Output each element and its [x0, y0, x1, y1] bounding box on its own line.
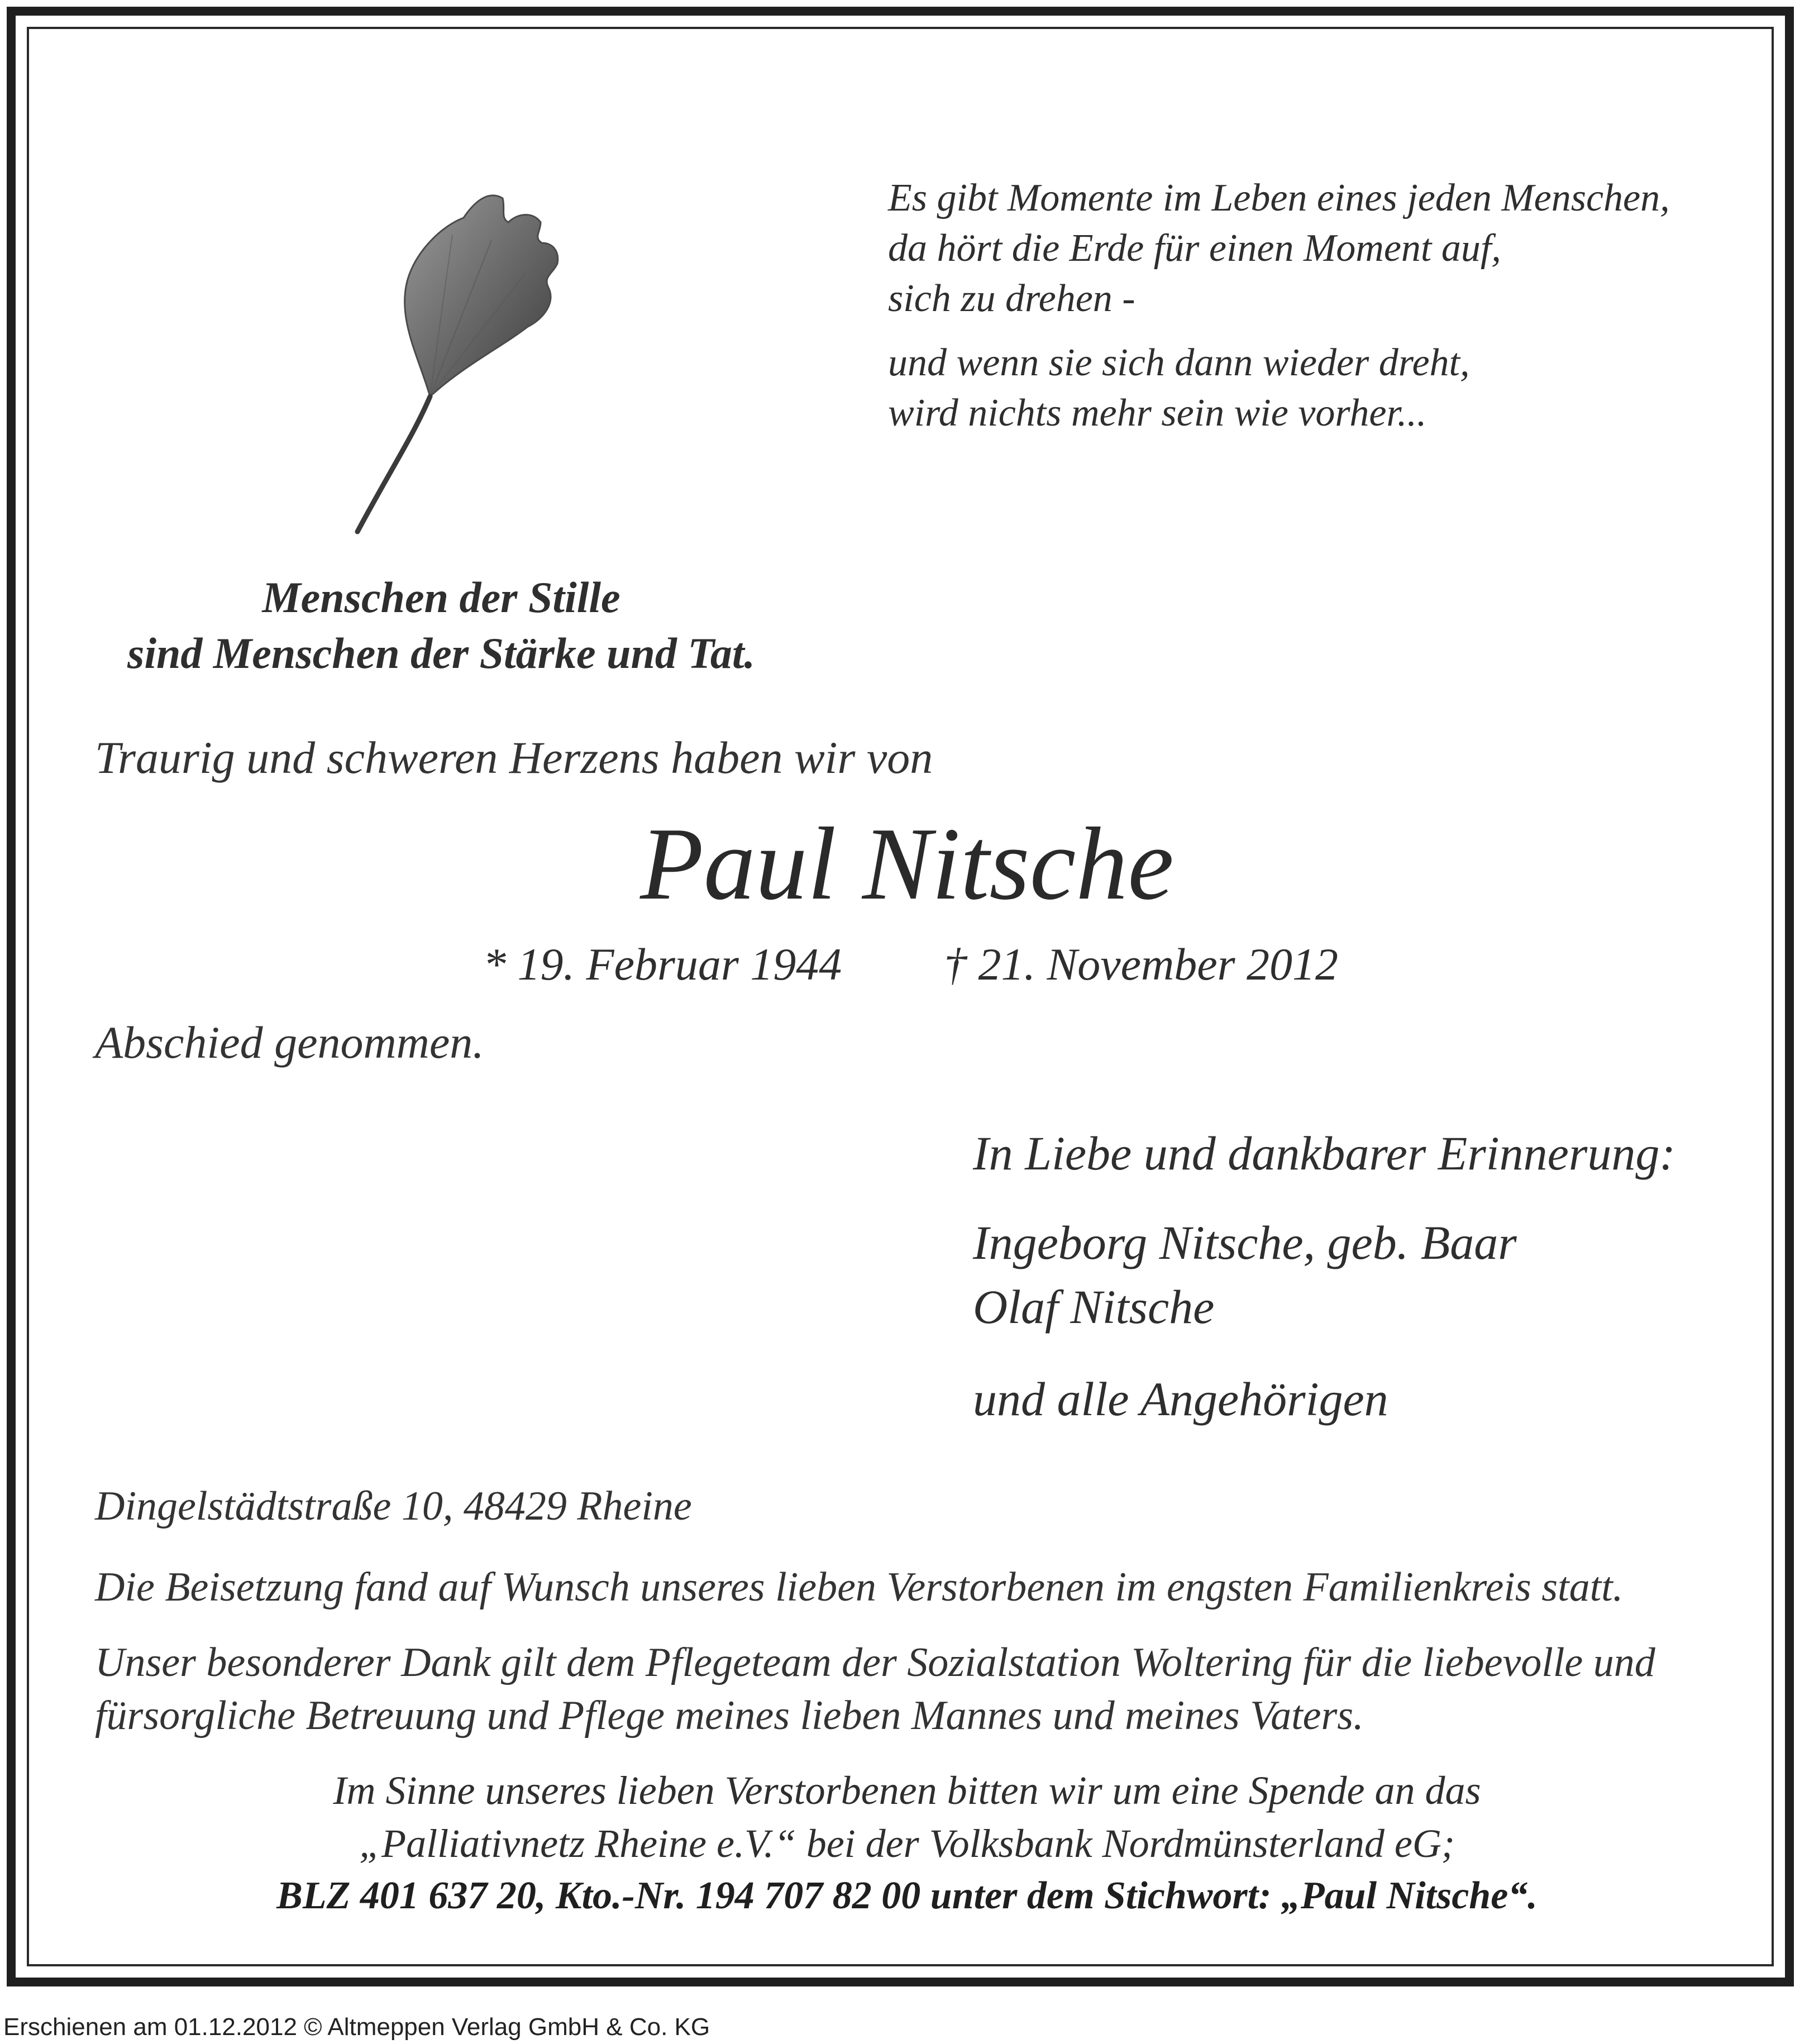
- birth-date: * 19. Februar 1944: [483, 939, 842, 990]
- poem-line-4: und wenn sie sich dann wieder dreht,: [888, 341, 1470, 384]
- poem-line-5: wird nichts mehr sein wie vorher...: [888, 391, 1427, 434]
- motto-line-2: sind Menschen der Stärke und Tat.: [127, 629, 756, 677]
- mourner-name: Olaf Nitsche: [973, 1280, 1215, 1334]
- mourners-heading: In Liebe und dankbarer Erinnerung:: [973, 1126, 1675, 1180]
- farewell-text: Abschied genommen.: [95, 1017, 484, 1068]
- donation-line-2: „Palliativnetz Rheine e.V.“ bei der Volksbank Nordmünsterland eG;: [359, 1821, 1455, 1866]
- death-date: † 21. November 2012: [944, 939, 1339, 990]
- thanks-line-1: Unser besonderer Dank gilt dem Pflegeteam der Sozialstation Woltering für die liebevolle und: [95, 1640, 1655, 1685]
- poem-line-2: da hört die Erde für einen Moment auf,: [888, 227, 1501, 270]
- poem-line-1: Es gibt Momente im Leben eines jeden Menschen,: [888, 176, 1670, 219]
- publication-footer: Erschienen am 01.12.2012 © Altmeppen Verlag GmbH & Co. KG: [3, 2013, 710, 2041]
- mourners-others: und alle Angehörigen: [973, 1372, 1388, 1426]
- address: Dingelstädtstraße 10, 48429 Rheine: [95, 1483, 692, 1529]
- bank-details: BLZ 401 637 20, Kto.-Nr. 194 707 82 00 unter dem Stichwort: „Paul Nitsche“.: [276, 1874, 1538, 1917]
- motto-line-1: Menschen der Stille: [262, 573, 620, 622]
- deceased-name: Paul Nitsche: [640, 806, 1174, 921]
- ginkgo-leaf-icon: [335, 134, 570, 542]
- donation-line-1: Im Sinne unseres lieben Verstorbenen bitten wir um eine Spende an das: [333, 1768, 1481, 1813]
- announcement-intro: Traurig und schweren Herzens haben wir von: [95, 732, 933, 783]
- poem-line-3: sich zu drehen -: [888, 277, 1135, 320]
- thanks-line-2: fürsorgliche Betreuung und Pflege meines lieben Mannes und meines Vaters.: [95, 1693, 1364, 1739]
- burial-note: Die Beisetzung fand auf Wunsch unseres lieben Verstorbenen im engsten Familienkreis statt.: [95, 1564, 1624, 1610]
- mourner-name: Ingeborg Nitsche, geb. Baar: [973, 1216, 1517, 1269]
